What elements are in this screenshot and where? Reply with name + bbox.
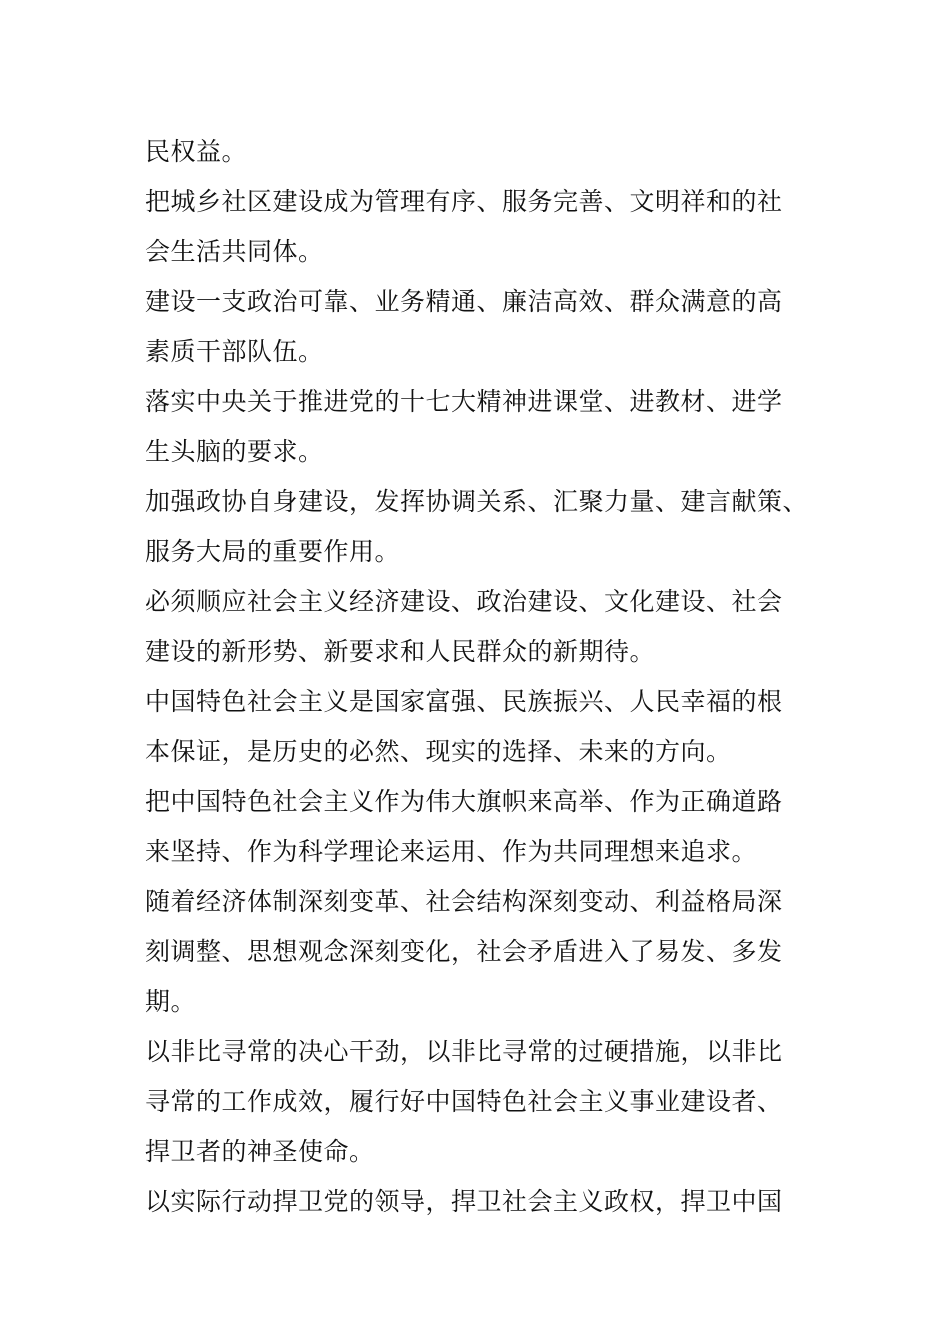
text-line: 中国特色社会主义是国家富强、民族振兴、人民幸福的根	[145, 687, 783, 716]
paragraph-6	[145, 577, 845, 677]
text-line: 随着经济体制深刻变革、社会结构深刻变动、利益格局深	[145, 887, 783, 916]
text-line: 落实中央关于推进党的十七大精神进课堂、进教材、进学	[145, 387, 783, 416]
paragraph-8	[145, 777, 845, 877]
paragraph-2	[145, 177, 845, 277]
paragraph-9	[145, 877, 845, 1027]
text-line: 以非比寻常的决心干劲，以非比寻常的过硬措施，以非比	[145, 1037, 783, 1066]
paragraph-11	[145, 1177, 845, 1227]
text-line: 以实际行动捍卫党的领导，捍卫社会主义政权，捍卫中国	[145, 1187, 783, 1216]
paragraph-7	[145, 677, 845, 777]
text-line: 生头脑的要求。	[145, 437, 324, 466]
text-line: 服务大局的重要作用。	[145, 537, 401, 566]
text-line: 捍卫者的神圣使命。	[145, 1137, 375, 1166]
text-line: 本保证，是历史的必然、现实的选择、未来的方向。	[145, 737, 732, 766]
document-body	[145, 127, 845, 1227]
text-line: 加强政协自身建设，发挥协调关系、汇聚力量、建言献策、	[145, 487, 809, 516]
text-line: 必须顺应社会主义经济建设、政治建设、文化建设、社会	[145, 587, 783, 616]
paragraph-1	[145, 127, 845, 177]
text-line: 民权益。	[145, 137, 248, 166]
paragraph-10	[145, 1027, 845, 1177]
text-line: 建设一支政治可靠、业务精通、廉洁高效、群众满意的高	[145, 287, 783, 316]
text-line: 把中国特色社会主义作为伟大旗帜来高举、作为正确道路	[145, 787, 783, 816]
text-line: 会生活共同体。	[145, 237, 324, 266]
text-line: 期。	[145, 987, 197, 1016]
text-line: 寻常的工作成效，履行好中国特色社会主义事业建设者、	[145, 1087, 783, 1116]
text-line: 刻调整、思想观念深刻变化，社会矛盾进入了易发、多发	[145, 937, 783, 966]
paragraph-5	[145, 477, 845, 577]
text-line: 来坚持、作为科学理论来运用、作为共同理想来追求。	[145, 837, 758, 866]
text-line: 素质干部队伍。	[145, 337, 324, 366]
paragraph-4	[145, 377, 845, 477]
text-line: 建设的新形势、新要求和人民群众的新期待。	[145, 637, 656, 666]
paragraph-3	[145, 277, 845, 377]
text-line: 把城乡社区建设成为管理有序、服务完善、文明祥和的社	[145, 187, 783, 216]
